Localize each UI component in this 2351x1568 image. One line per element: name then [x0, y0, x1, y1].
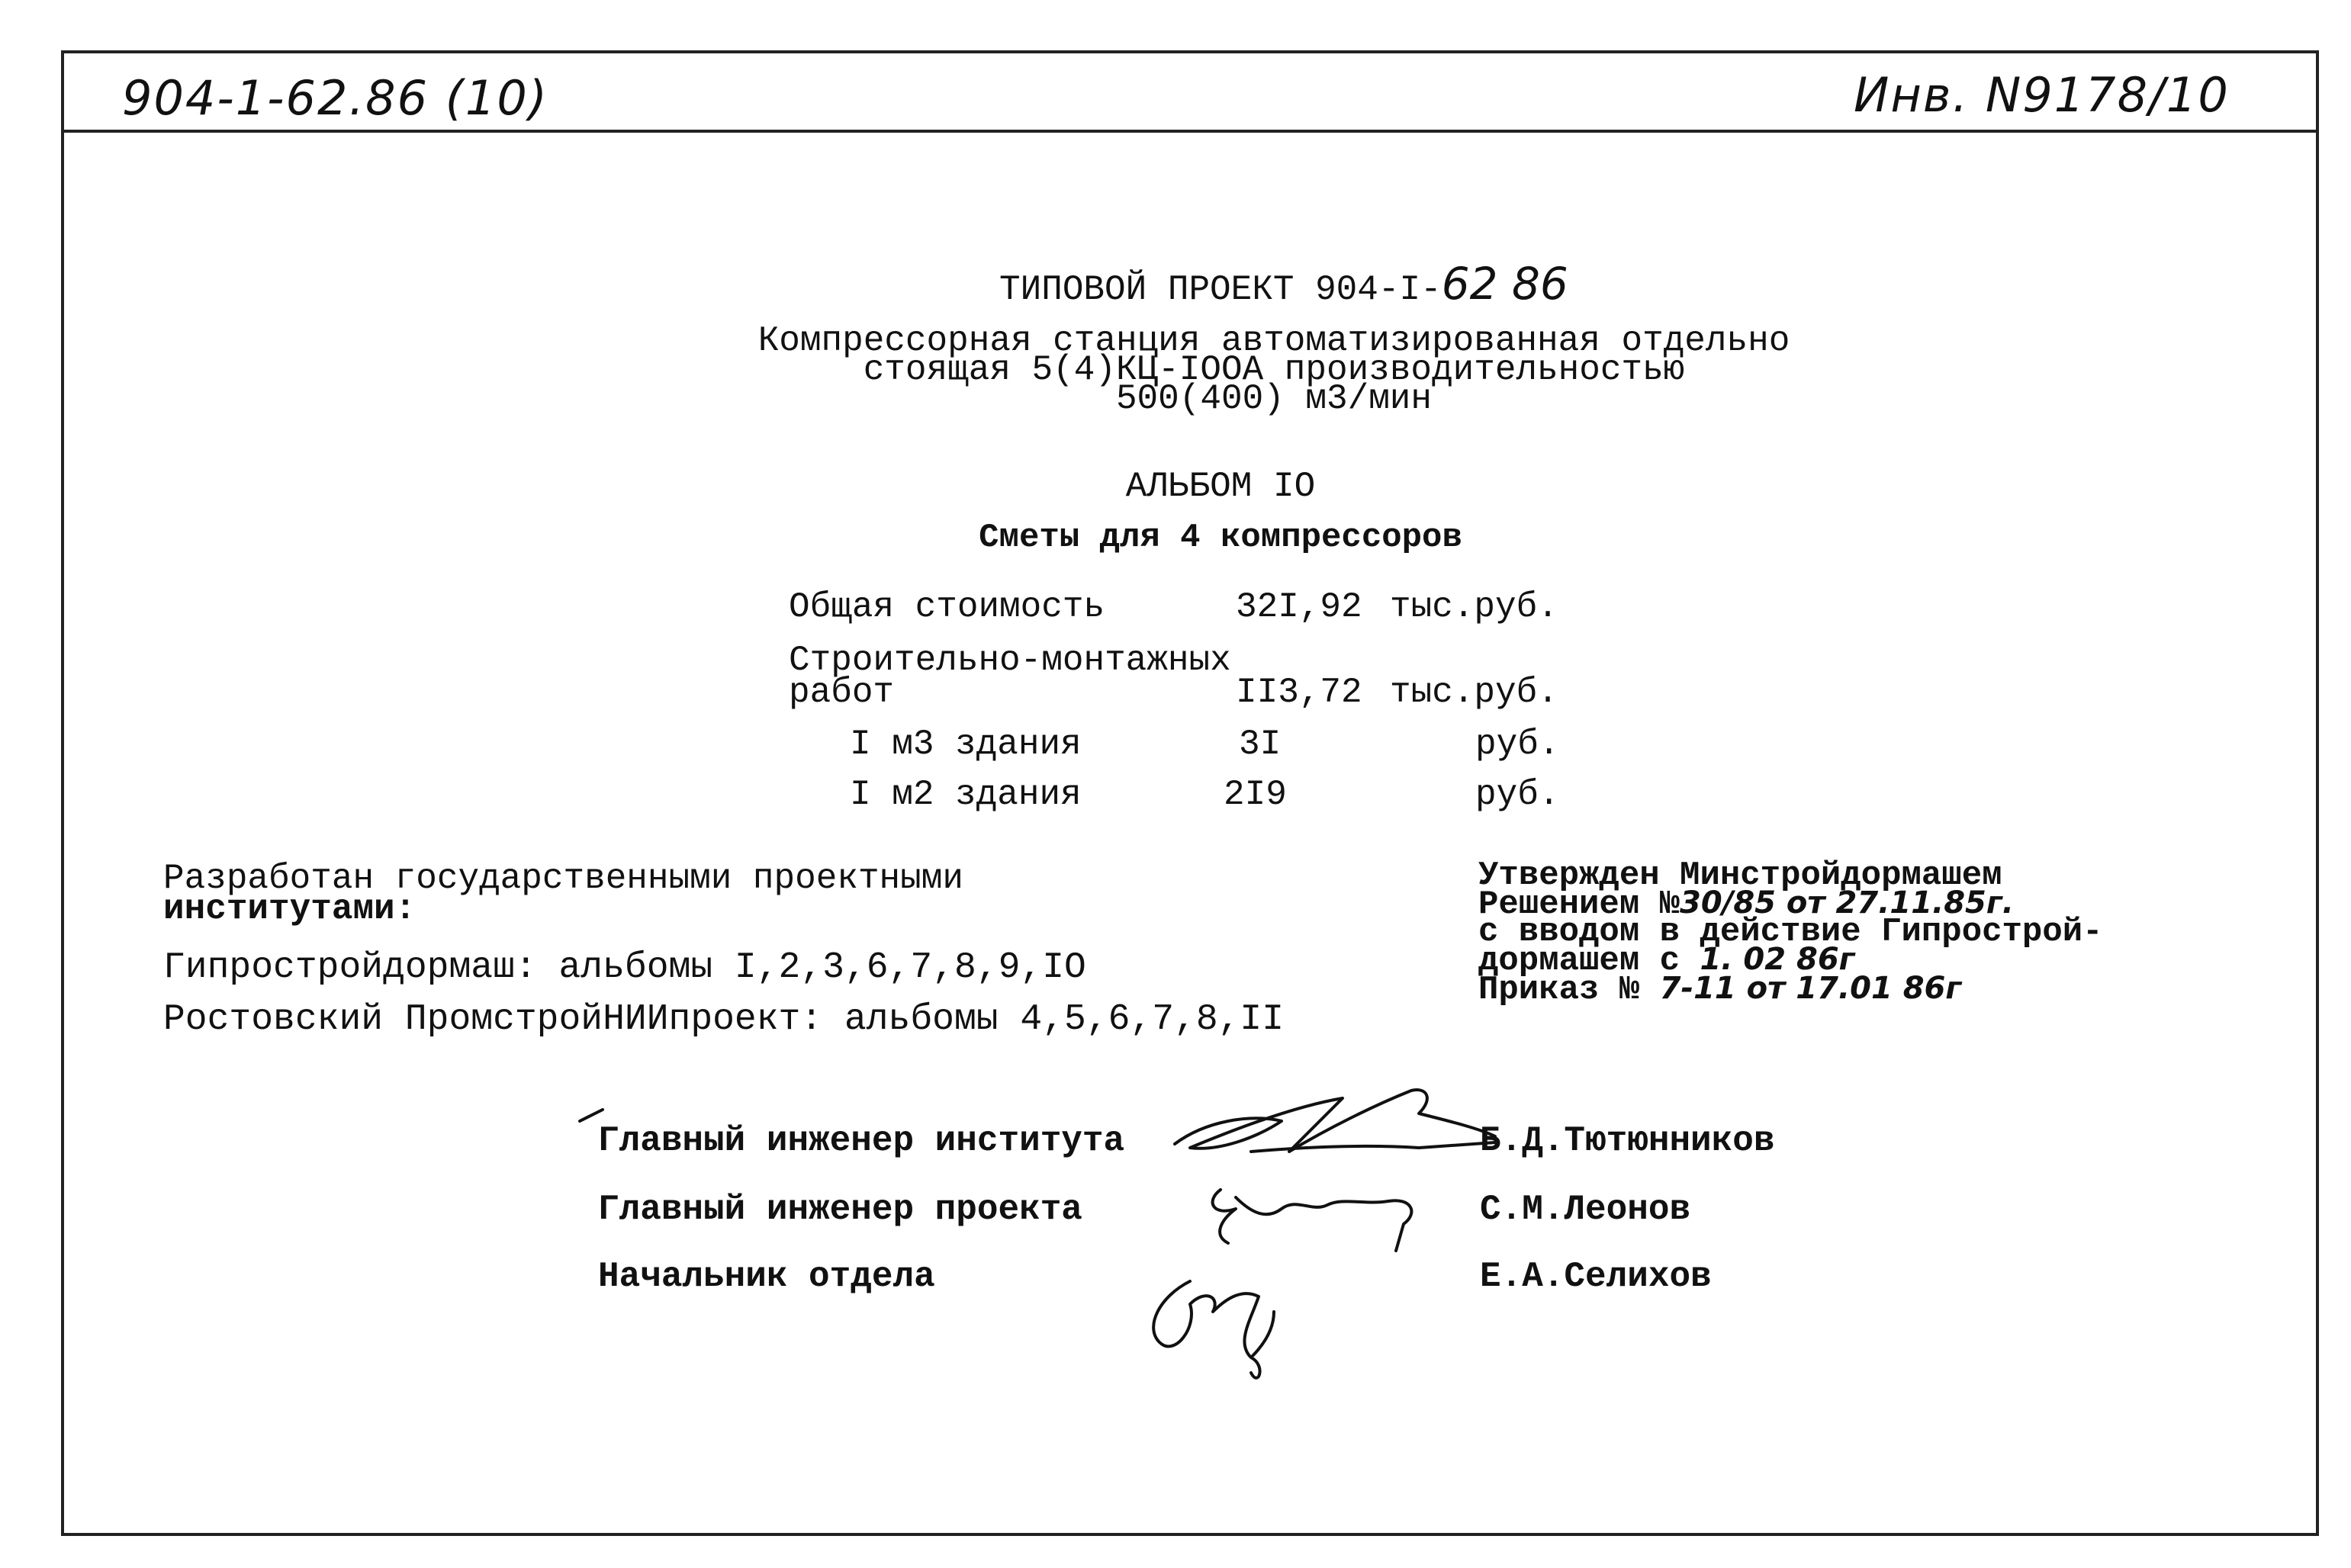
signature-name: Е.А.Селихов — [1480, 1257, 1712, 1296]
cost-unit: руб. — [1475, 775, 1560, 815]
cost-label-continued: работ — [789, 673, 895, 712]
project-prefix: ТИПОВОЙ ПРОЕКТ 904-I- — [999, 270, 1442, 310]
approval-line-1: Утвержден Минстройдормашем — [1478, 856, 2002, 895]
description-line-3: 500(400) м3/мин — [1115, 379, 1433, 419]
approval-line-5-prefix: Приказ № — [1478, 971, 1640, 1009]
cost-value: 3I — [1239, 725, 1282, 764]
approval-line-2-prefix: Решением № — [1478, 885, 1680, 924]
approval-line-3: с вводом в действие Гипрострой- — [1478, 913, 2103, 951]
developed-by-line-1: Разработан государственными проектными — [163, 859, 963, 898]
album-number: АЛЬБОМ IO — [1125, 467, 1316, 506]
approval-line-4-prefix: дормашем с — [1478, 942, 1680, 980]
signature-name: С.М.Леонов — [1480, 1190, 1691, 1229]
signature-role: Главный инженер проекта — [598, 1190, 1082, 1229]
effective-date-handwritten: 1. 02 86г — [1700, 942, 1855, 977]
cost-label: I м3 здания — [850, 725, 1082, 764]
decision-handwritten: 30/85 от 27.11.85г. — [1680, 885, 2014, 921]
cost-label: Общая стоимость — [789, 587, 1105, 627]
cost-label: Строительно-монтажных — [789, 641, 1231, 680]
cost-value: 2I9 — [1224, 775, 1287, 815]
project-number: 62 86 — [1441, 258, 1568, 310]
signature-role: Начальник отдела — [598, 1257, 935, 1296]
description-line-1: Компрессорная станция автоматизированная отдельно — [757, 321, 1790, 361]
developed-by-line-2: институтами: — [163, 889, 416, 929]
institute-1: Гипростройдормаш: альбомы I,2,3,6,7,8,9,IO — [163, 947, 1086, 988]
description-line-2: стоящая 5(4)КЦ-IOOA производительностью — [863, 350, 1685, 390]
cost-unit: тыс.руб. — [1390, 587, 1558, 627]
signature-role: Главный инженер института — [598, 1121, 1125, 1161]
cost-label: I м2 здания — [850, 775, 1082, 815]
institute-2: Ростовский ПромстройНИИпроект: альбомы 4,5,6,7,8,II — [163, 999, 1285, 1040]
cost-unit: тыс.руб. — [1390, 673, 1558, 712]
signature-tick — [580, 1110, 603, 1121]
cost-value: 32I,92 — [1236, 587, 1362, 627]
cost-value: II3,72 — [1236, 673, 1362, 712]
cost-unit: руб. — [1475, 725, 1560, 764]
inventory-number: Инв. N9178/10 — [1854, 67, 2230, 123]
signature-name: Б.Д.Тютюнников — [1480, 1121, 1775, 1161]
order-handwritten: 7-11 от 17.01 86г — [1659, 971, 1962, 1006]
doc-number: 904-1-62.86 (10) — [122, 70, 548, 126]
album-subtitle: Сметы для 4 компрессоров — [979, 519, 1462, 557]
